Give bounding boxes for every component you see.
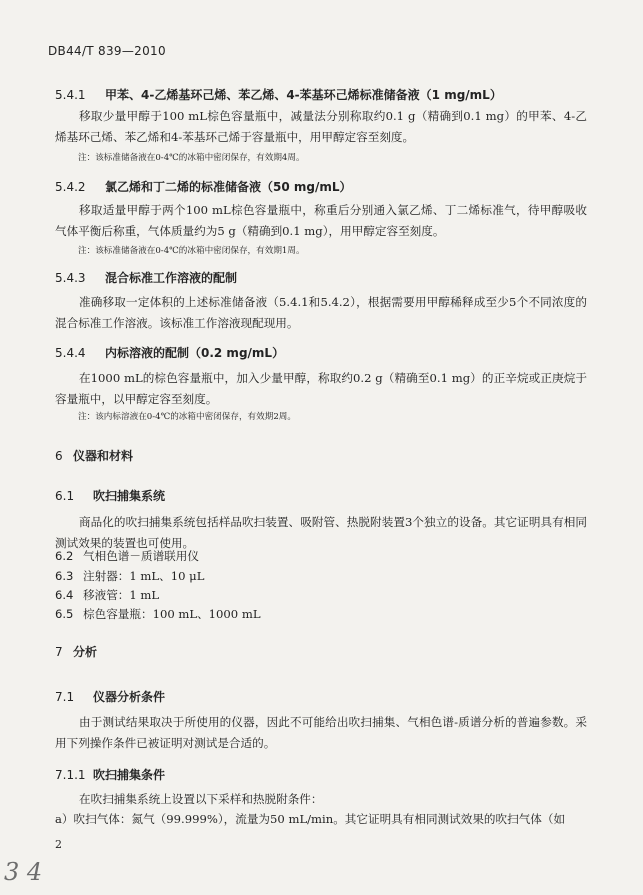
paragraph-7-1-1: 在吹扫捕集系统上设置以下采样和热脱附条件： xyxy=(79,792,323,806)
section-number: 6.1 xyxy=(55,489,75,503)
standard-code: DB44/T 839—2010 xyxy=(48,44,166,58)
section-title: 内标溶液的配制（0.2 mg/mL） xyxy=(105,346,285,360)
section-number: 5.4.4 xyxy=(55,346,86,360)
item-text: 气相色谱－质谱联用仪 xyxy=(83,549,199,563)
section-title: 吹扫捕集系统 xyxy=(93,489,166,503)
note-5-4-1: 注：该标准储备液在0-4℃的冰箱中密闭保存，有效期4周。 xyxy=(78,153,305,163)
item-number: 6.5 xyxy=(55,607,74,621)
list-item-6-3 xyxy=(55,568,204,584)
section-title: 分析 xyxy=(73,645,98,659)
list-item-6-2 xyxy=(55,548,199,564)
section-heading-5-4-1 xyxy=(55,86,502,103)
paragraph-5-4-3: 准确移取一定体积的上述标准储备液（5.4.1和5.4.2），根据需要用甲醇稀释成至少5个不同浓度的混合标准工作溶液。该标准工作溶液现配现用。 xyxy=(55,295,587,330)
item-number: 6.4 xyxy=(55,588,74,602)
list-item-a: a）吹扫气体：氮气（99.999%），流量为50 mL/min。其它证明具有相同测试效果的吹扫气体（如 xyxy=(55,812,566,826)
paragraph-7-1: 由于测试结果取决于所使用的仪器，因此不可能给出吹扫捕集、气相色谱-质谱分析的普遍参数。采用下列操作条件已被证明对测试是合适的。 xyxy=(55,715,587,750)
paragraph-5-4-1: 移取少量甲醇于100 mL棕色容量瓶中，减量法分别称取约0.1 g（精确到0.1 mg）的甲苯、4-乙烯基环己烯、苯乙烯和4-苯基环己烯于容量瓶中，用甲醇定容至刻度。 xyxy=(55,109,587,144)
section-heading-5-4-3 xyxy=(55,269,237,286)
paragraph-6-1: 商品化的吹扫捕集系统包括样品吹扫装置、吸附管、热脱附装置3个独立的设备。其它证明具有相同测试效果的装置也可使用。 xyxy=(55,515,587,550)
item-text: 棕色容量瓶：100 mL、1000 mL xyxy=(83,607,261,621)
section-title: 仪器分析条件 xyxy=(93,690,166,704)
item-text: 注射器：1 mL、10 μL xyxy=(83,569,205,583)
list-item-6-5 xyxy=(55,606,261,622)
section-title: 甲苯、4-乙烯基环己烯、苯乙烯、4-苯基环己烯标准储备液（1 mg/mL） xyxy=(105,88,502,102)
paragraph-5-4-2: 移取适量甲醇于两个100 mL棕色容量瓶中，称重后分别通入氯乙烯、丁二烯标准气，待甲醇吸收气体平衡后称重，气体质量约为5 g（精确到0.1 mg），用甲醇定容至刻度。 xyxy=(55,203,587,238)
item-number: 6.2 xyxy=(55,549,74,563)
handwritten-mark: 3 4 xyxy=(4,858,43,886)
section-number: 7.1.1 xyxy=(55,768,86,782)
section-number: 5.4.3 xyxy=(55,271,86,285)
section-title: 混合标准工作溶液的配制 xyxy=(105,271,238,285)
section-title: 仪器和材料 xyxy=(73,449,134,463)
note-5-4-4: 注：该内标溶液在0-4℃的冰箱中密闭保存，有效期2周。 xyxy=(78,412,296,422)
section-title: 氯乙烯和丁二烯的标准储备液（50 mg/mL） xyxy=(105,180,352,194)
section-number: 7.1 xyxy=(55,690,75,704)
section-number: 5.4.1 xyxy=(55,88,86,102)
item-text: 移液管：1 mL xyxy=(83,588,160,602)
section-heading-5-4-2 xyxy=(55,178,352,195)
section-heading-5-4-4 xyxy=(55,344,284,361)
note-5-4-2: 注：该标准储备液在0-4℃的冰箱中密闭保存，有效期1周。 xyxy=(78,246,305,256)
section-heading-7-1-1 xyxy=(55,766,165,783)
section-heading-6-1 xyxy=(55,487,165,504)
item-number: 6.3 xyxy=(55,569,74,583)
list-item-6-4 xyxy=(55,587,159,603)
section-number: 6 xyxy=(55,449,63,463)
section-heading-7-1 xyxy=(55,688,165,705)
paragraph-5-4-4: 在1000 mL的棕色容量瓶中，加入少量甲醇，称取约0.2 g（精确至0.1 mg）的正辛烷或正庚烷于容量瓶中，以甲醇定容至刻度。 xyxy=(55,371,587,406)
section-number: 7 xyxy=(55,645,63,659)
section-number: 5.4.2 xyxy=(55,180,86,194)
section-heading-7 xyxy=(55,643,97,660)
section-heading-6 xyxy=(55,447,133,464)
page-number: 2 xyxy=(55,838,62,851)
section-title: 吹扫捕集条件 xyxy=(93,768,166,782)
